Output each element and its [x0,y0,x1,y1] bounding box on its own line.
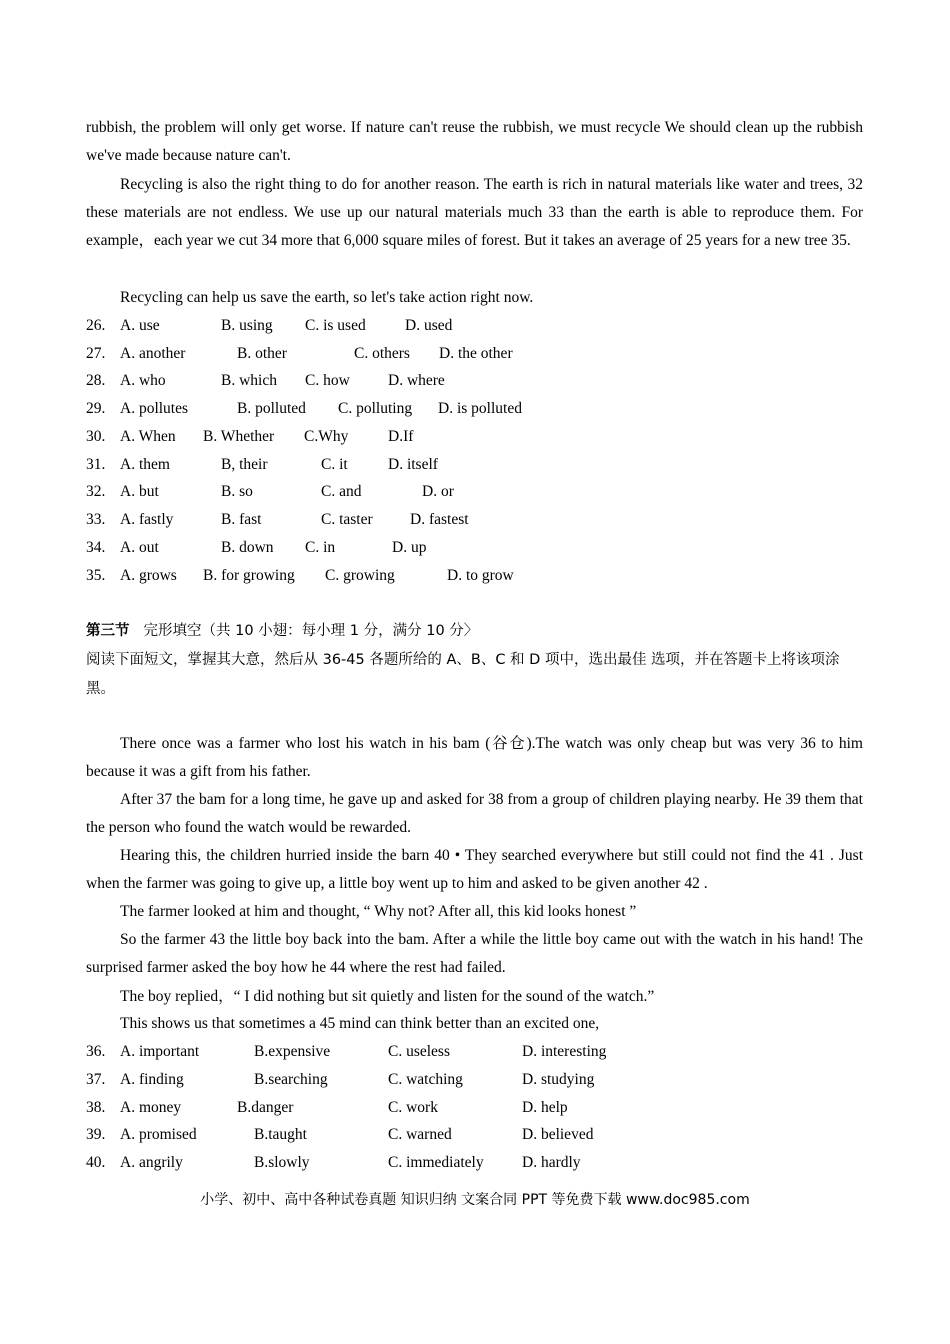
option-c: C. immediately [388,1154,484,1171]
option-d: D. fastest [410,511,469,528]
question-number: 34. [86,539,106,556]
option-c: C. is used [305,317,366,334]
passage-paragraph: The boy replied，“ I did nothing but sit quietly and listen for the sound of the watch.” [120,988,655,1005]
option-c: C. others [354,345,410,362]
question-number: 36. [86,1043,106,1060]
option-c: C. work [388,1099,438,1116]
option-d: D. interesting [522,1043,607,1060]
section-number: 第三节 [86,623,130,639]
page-footer: 小学、初中、高中各种试卷真题 知识归纳 文案合同 PPT 等免费下载 www.doc985.com [200,1192,750,1208]
option-a: A. important [120,1043,200,1060]
option-b: B.searching [254,1071,328,1088]
option-c: C. how [305,372,350,389]
option-c: C. polluting [338,400,413,417]
option-a: A. who [120,372,166,389]
option-b: B. down [221,539,274,556]
passage-paragraph: After 37 the bam for a long time, he gave up and asked for 38 from a group of children playing nearby. He 39 them that the person who found the watch would be rewarded. [86,791,863,837]
passage-paragraph: So the farmer 43 the little boy back into the bam. After a while the little boy came out with the watch in his hand! The surprised farmer asked the boy how he 44 where the rest had failed. [86,931,863,977]
option-c: C. warned [388,1126,452,1143]
option-b: B, their [221,456,268,473]
question-number: 31. [86,456,106,473]
option-c: C. in [305,539,336,556]
section-heading [86,617,478,645]
section-instructions: 阅读下面短文，掌握其大意，然后从 36-45 各题所给的 A、B、C 和 D 项中，选出最佳 选项，并在答题卡上将该项涂黑。 [86,652,840,697]
question-number: 28. [86,372,106,389]
option-b: B.expensive [254,1043,331,1060]
option-b: B. other [237,345,287,362]
option-b: B.taught [254,1126,307,1143]
option-d: D. studying [522,1071,595,1088]
option-c: C. it [321,456,348,473]
option-d: D. to grow [447,567,514,584]
question-number: 33. [86,511,106,528]
question-number: 38. [86,1099,106,1116]
option-d: D. itself [388,456,438,473]
passage-paragraph: This shows us that sometimes a 45 mind can think better than an excited one, [120,1015,600,1032]
option-d: D. used [405,317,453,334]
option-c: C.Why [304,428,349,445]
option-d: D. the other [439,345,513,362]
option-a: A. money [120,1099,182,1116]
option-b: B. for growing [203,567,295,584]
option-a: A. use [120,317,160,334]
option-c: C. useless [388,1043,450,1060]
option-a: A. another [120,345,186,362]
question-number: 39. [86,1126,106,1143]
option-d: D. where [388,372,445,389]
passage-paragraph: The farmer looked at him and thought, “ Why not? After all, this kid looks honest ” [120,903,637,920]
question-number: 29. [86,400,106,417]
option-c: C. and [321,483,362,500]
question-number: 26. [86,317,106,334]
question-number: 32. [86,483,106,500]
option-a: A. When [120,428,176,445]
passage-paragraph: Recycling can help us save the earth, so let's take action right now. [120,289,534,306]
option-d: D. or [422,483,454,500]
option-a: A. angrily [120,1154,183,1171]
question-number: 35. [86,567,106,584]
option-b: B. fast [221,511,262,528]
option-d: D. help [522,1099,568,1116]
option-a: A. promised [120,1126,197,1143]
option-d: D. hardly [522,1154,581,1171]
option-a: A. finding [120,1071,184,1088]
option-a: A. them [120,456,170,473]
option-a: A. pollutes [120,400,189,417]
passage-paragraph: Hearing this, the children hurried inside the barn 40 • They searched everywhere but still could not find the 41 . Just when the farmer was going to give up, a little boy went up to him and asked to be given another 42 . [86,847,863,893]
passage-paragraph: There once was a farmer who lost his watch in his bam (谷仓).The watch was only cheap but was very 36 to him because it was a gift from his father. [86,735,863,781]
option-d: D. up [392,539,427,556]
section-subtitle: 完形填空（共 10 小翅：每小理 1 分，满分 10 分〉 [143,623,479,639]
option-b: B.slowly [254,1154,310,1171]
passage-paragraph: Recycling is also the right thing to do for another reason. The earth is rich in natural materials like water and trees, 32 these materials are not endless. We use up our natural materials much 33 than the earth is able to reproduce them. For example，each year we cut 34 more that 6,000 square miles of forest. But it takes an average of 25 years for a new tree 35. [86,176,863,250]
passage-paragraph: rubbish, the problem will only get worse. If nature can't reuse the rubbish, we must recycle We should clean up the rubbish we've made because nature can't. [86,119,863,165]
option-c: C. watching [388,1071,463,1088]
option-a: A. but [120,483,159,500]
option-d: D.If [388,428,414,445]
option-d: D. is polluted [438,400,522,417]
option-a: A. fastly [120,511,174,528]
question-number: 37. [86,1071,106,1088]
option-c: C. taster [321,511,373,528]
option-a: A. out [120,539,159,556]
option-b: B. Whether [203,428,275,445]
option-a: A. grows [120,567,177,584]
option-c: C. growing [325,567,395,584]
option-b: B. using [221,317,273,334]
option-b: B.danger [237,1099,294,1116]
question-number: 40. [86,1154,106,1171]
question-number: 30. [86,428,106,445]
option-d: D. believed [522,1126,594,1143]
option-b: B. so [221,483,253,500]
option-b: B. which [221,372,277,389]
option-b: B. polluted [237,400,306,417]
question-number: 27. [86,345,106,362]
